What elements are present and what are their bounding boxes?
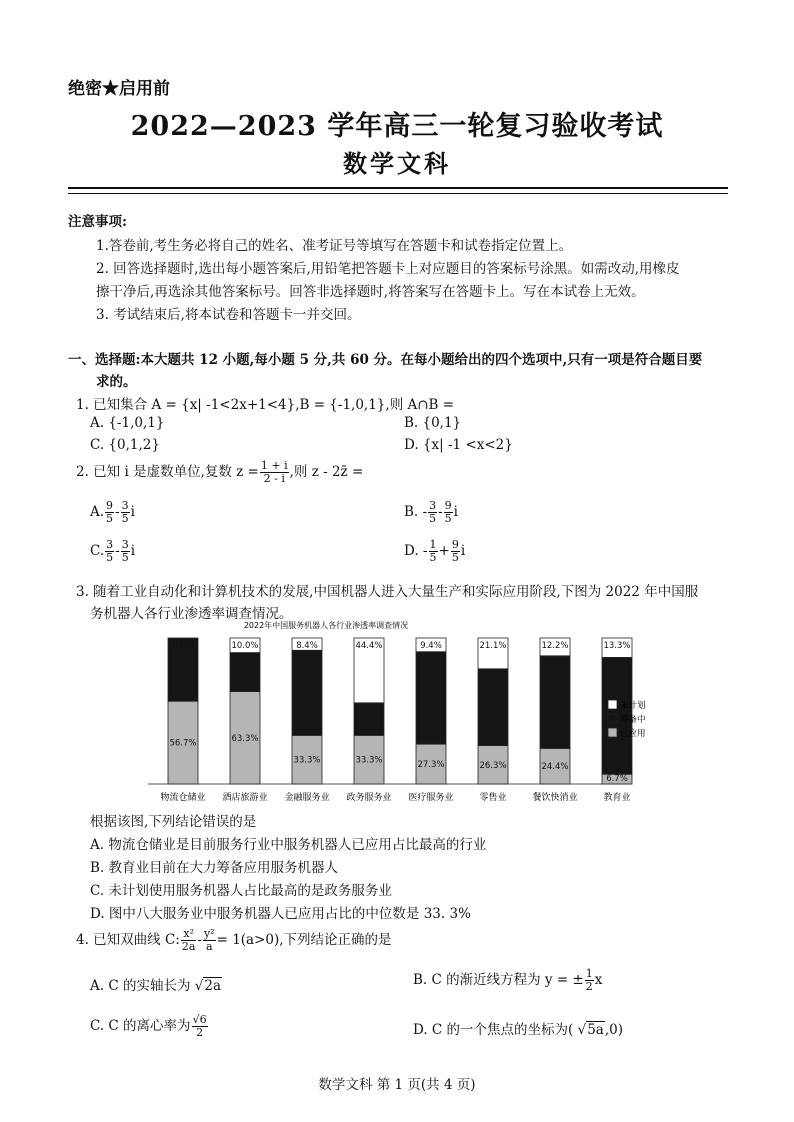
chart-title: 2022年中国服务机器人各行业渗透率调查情况 — [243, 621, 409, 630]
notice-item: 3. 考试结束后,将本试卷和答题卡一并交回。 — [96, 307, 361, 323]
data-label-bottom: 27.3% — [417, 760, 445, 771]
data-label-top: 12.2% — [541, 641, 569, 651]
data-label-bottom: 26.3% — [479, 760, 507, 771]
legend-swatch — [608, 728, 617, 737]
bar-segment — [292, 650, 322, 735]
bar-segment — [354, 703, 384, 736]
category-label: 金融服务业 — [284, 793, 330, 803]
q3-option-b: B. 教育业目前在大力筹备应用服务机器人 — [90, 860, 339, 876]
category-label: 零售业 — [479, 793, 507, 803]
data-label-top: 0.0% — [172, 641, 194, 651]
penetration-chart — [146, 618, 646, 808]
legend-label: 筹备中 — [620, 715, 646, 725]
bar-segment — [416, 652, 446, 744]
data-label-top: 10.0% — [231, 641, 259, 651]
section-heading-cont: 求的。 — [96, 374, 137, 390]
notice-heading: 注意事项: — [68, 214, 127, 230]
bar-segment — [478, 669, 508, 746]
notice-item: 擦干净后,再选涂其他答案标号。回答非选择题时,将答案写在答题卡上。写在本试卷上无效。 — [96, 284, 645, 300]
data-label-bottom: 63.3% — [231, 733, 259, 744]
secret-label: 绝密★启用前 — [68, 79, 170, 99]
q2-option-a: A. $\frac{9}{5}$ - $\frac{3}{5}$ i — [90, 499, 135, 525]
q3-option-c: C. 未计划使用服务机器人占比最高的是政务服务业 — [90, 883, 392, 899]
q3-lead: 根据该图,下列结论错误的是 — [90, 814, 257, 830]
q1-option-d: D. {x| -1 <x<2} — [404, 437, 513, 453]
category-label: 医疗服务业 — [408, 793, 454, 803]
category-label: 酒店旅游业 — [222, 793, 268, 803]
header-rule-thick — [68, 187, 728, 189]
page-footer: 数学文科 第 1 页(共 4 页) — [318, 1077, 476, 1093]
exam-subject: 数学文科 — [343, 149, 451, 178]
bar-segment — [540, 656, 570, 749]
notice-item: 1.答卷前,考生务必将自己的姓名、准考证号等填写在答题卡和试卷指定位置上。 — [96, 238, 573, 254]
q3-option-a: A. 物流仓储业是目前服务行业中服务机器人已应用占比最高的行业 — [90, 837, 487, 853]
legend-label: 未计划 — [620, 701, 646, 711]
q1-option-c: C. {0,1,2} — [90, 437, 160, 453]
data-label-bottom: 33.3% — [355, 755, 383, 766]
notice-item: 2. 回答选择题时,选出每小题答案后,用铅笔把答题卡上对应题目的答案标号涂黑。如需改动,用橡皮 — [96, 261, 680, 277]
category-label: 餐饮快消业 — [532, 793, 578, 803]
data-label-top: 13.3% — [603, 641, 631, 651]
exam-title: 2022—2023 学年高三一轮复习验收考试 — [130, 111, 664, 142]
header-rule-thin — [68, 193, 728, 194]
q3-option-d: D. 图中八大服务业中服务机器人已应用占比的中位数是 33. 3% — [90, 906, 471, 922]
data-label-top: 44.4% — [355, 641, 383, 651]
data-label-top: 21.1% — [479, 641, 507, 651]
q4-option-a: A. C 的实轴长为 √2a — [90, 978, 221, 994]
q1-option-a: A. {-1,0,1} — [90, 415, 165, 431]
category-label: 政务服务业 — [346, 793, 392, 803]
q4-option-b: B. C 的渐近线方程为 y = ± $\frac{1}{2}$ x — [413, 967, 603, 993]
q2-option-c: C. $\frac{3}{5}$ - $\frac{3}{5}$ i — [90, 538, 136, 564]
legend-label: 已应用 — [620, 729, 646, 739]
q1-stem: 1. 已知集合 A = {x| -1<2x+1<4},B = {-1,0,1},则 A∩B = — [76, 397, 455, 413]
q4-option-c: C. C 的离心率为 $\frac{√6}{2}$ — [90, 1013, 207, 1039]
data-label-bottom: 24.4% — [541, 762, 569, 773]
q4-stem: 4. 已知双曲线 C: $\frac{\text{x²}}{2a}$ - $\frac{\text{y²}}{a}$ = 1(a>0),下列结论正确的是 — [76, 927, 392, 953]
section-heading: 一、选择题:本大题共 12 小题,每小题 5 分,共 60 分。在每小题给出的四个选项中,只有一项是符合题目要 — [68, 352, 703, 368]
q2-option-b: B. - $\frac{3}{5}$ - $\frac{9}{5}$ i — [404, 499, 458, 525]
q2-option-d: D. - $\frac{1}{5}$ + $\frac{9}{5}$ i — [404, 538, 466, 564]
q1-option-b: B. {0,1} — [404, 415, 462, 431]
q4-option-d: D. C 的一个焦点的坐标为( √5a,0) — [413, 1022, 624, 1038]
q3-stem-cont: 务机器人各行业渗透率调查情况。 — [90, 606, 293, 622]
data-label-top: 9.4% — [420, 641, 442, 651]
data-label-top: 8.4% — [296, 641, 318, 651]
q3-stem: 3. 随着工业自动化和计算机技术的发展,中国机器人进入大量生产和实际应用阶段,下图为 2022 年中国服 — [76, 584, 699, 600]
legend-swatch — [608, 714, 617, 723]
bar-segment — [230, 653, 260, 692]
category-label: 教育业 — [603, 793, 631, 803]
q2-stem: 2. 已知 i 是虚数单位,复数 z = $\frac{1 + i}{2 - i}$ ,则 z - 2z̄ = — [76, 459, 364, 485]
data-label-bottom: 6.7% — [606, 774, 628, 784]
data-label-bottom: 33.3% — [293, 755, 321, 766]
data-label-bottom: 56.7% — [169, 738, 197, 749]
category-label: 物流仓储业 — [160, 793, 206, 803]
legend-swatch — [608, 700, 617, 709]
